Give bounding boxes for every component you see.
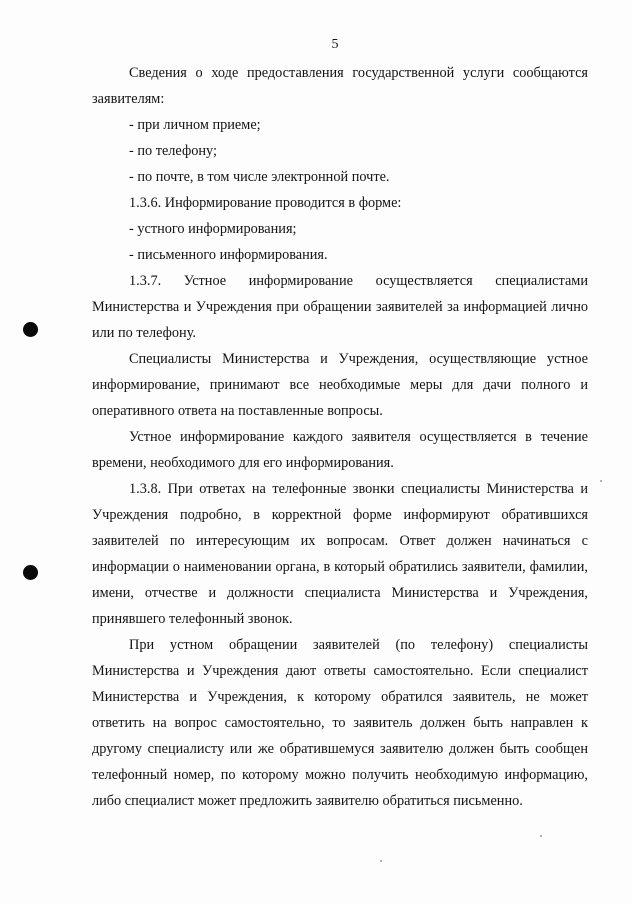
list-item-phone: - по телефону; (129, 143, 217, 159)
paragraph-1-3-7: 1.3.7. Устное информирование осуществляется специалистами Министерства и Учреждения при обращении заявителей за информацией лично или по телефону. (92, 273, 588, 341)
paragraph-1-3-6: 1.3.6. Информирование проводится в форме: (129, 195, 402, 211)
list-item-written: - письменного информирования. (129, 247, 328, 263)
page-number: 5 (331, 37, 339, 52)
scan-speck (380, 860, 382, 862)
punch-hole-bottom (23, 565, 38, 580)
paragraph-status-info: Сведения о ходе предоставления государственной услуги сообщаются заявителям: (92, 65, 588, 107)
list-item-oral: - устного информирования; (129, 221, 297, 237)
paragraph-oral-request: При устном обращении заявителей (по телефону) специалисты Министерства и Учреждения дают ответы самостоятельно. Если специалист Министерства и Учреждения, к которому обратился заявитель, не может ответить на вопрос самостоятельно, то заявитель должен быть направлен к другому специалисту или же обратившемуся заявителю должен быть сообщен телефонный номер, по которому можно получить необходимую информацию, либо специалист может предложить заявителю обратиться письменно. (92, 637, 588, 809)
list-item-mail: - по почте, в том числе электронной почте. (129, 169, 390, 185)
punch-hole-top (23, 322, 38, 337)
paragraph-1-3-8: 1.3.8. При ответах на телефонные звонки специалисты Министерства и Учреждения подробно, в корректной форме информируют обратившихся заявителей по интересующим их вопросам. Ответ должен начинаться с информации о наименовании органа, в который обратились заявители, фамилии, имени, отчестве и должности специалиста Министерства и Учреждения, принявшего телефонный звонок. (92, 481, 588, 627)
scan-speck (540, 835, 542, 837)
paragraph-oral-duration: Устное информирование каждого заявителя осуществляется в течение времени, необходимого для его информирования. (92, 429, 588, 471)
paragraph-specialists: Специалисты Министерства и Учреждения, осуществляющие устное информирование, принимают все необходимые меры для дачи полного и оперативного ответа на поставленные вопросы. (92, 351, 588, 419)
list-item-in-person: - при личном приеме; (129, 117, 261, 133)
document-body (92, 60, 588, 814)
scan-speck (600, 480, 602, 482)
